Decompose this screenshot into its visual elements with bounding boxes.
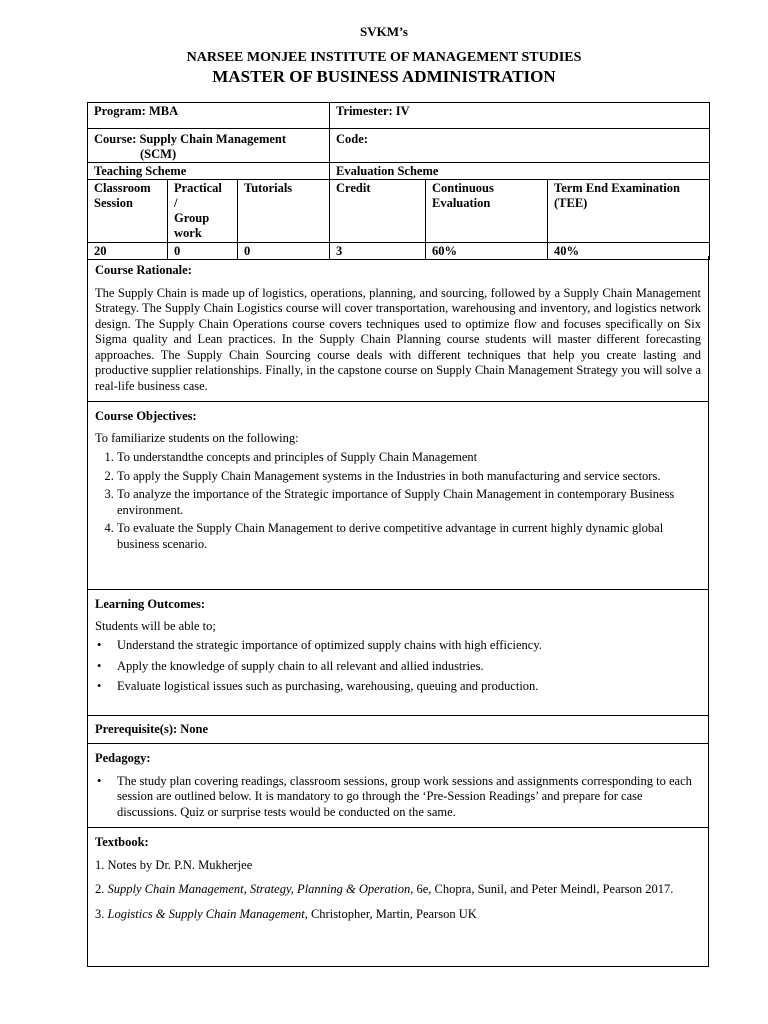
program-title: MASTER OF BUSINESS ADMINISTRATION: [212, 67, 556, 86]
practical-slash: /: [174, 196, 178, 210]
tee-header: Term End Examination (TEE): [548, 180, 710, 243]
textbook-title: Textbook:: [95, 835, 149, 849]
prerequisite-section: [87, 716, 709, 744]
outcome-text: Understand the strategic importance of optimized supply chains with high efficiency.: [117, 638, 542, 652]
textbook-item-1: 1. Notes by Dr. P.N. Mukherjee: [95, 857, 253, 872]
pedagogy-title: Pedagogy:: [95, 751, 151, 765]
credit-header: Credit: [330, 180, 426, 243]
program-cell: Program: MBA: [88, 103, 330, 129]
outcomes-intro: Students will be able to;: [95, 618, 216, 633]
practical-label: Practical: [174, 181, 222, 195]
outcome-text: Evaluate logistical issues such as purchasing, warehousing, queuing and production.: [117, 679, 539, 693]
bullet-icon: •: [97, 773, 102, 788]
tee-value: 40%: [548, 243, 710, 260]
book-title: Supply Chain Management, Strategy, Planning & Operation: [107, 882, 411, 896]
outcomes-list: [95, 638, 701, 695]
list-item: [97, 679, 701, 695]
bullet-icon: •: [97, 679, 102, 693]
trimester-cell: Trimester: IV: [330, 103, 710, 129]
book-details: , Christopher, Martin, Pearson UK: [304, 906, 477, 921]
practical-group: Group: [174, 211, 210, 225]
evaluation-scheme-cell: Evaluation Scheme: [330, 163, 710, 180]
continuous-value: 60%: [426, 243, 548, 260]
practical-work: work: [174, 226, 202, 240]
book-title: Logistics & Supply Chain Management: [107, 906, 305, 921]
course-meta-table: [87, 102, 710, 260]
pedagogy-text: The study plan covering readings, classroom sessions, group work sessions and assignments corresponding to each session are outlined below. It is mandatory to go through the ‘Pre-Session Readings’ and prepare for case discussions. Quiz or surprise tests would be conducted on the same.: [117, 773, 692, 819]
bullet-icon: •: [97, 658, 102, 673]
course-name: Course: Supply Chain Management: [94, 132, 287, 146]
list-item: [97, 638, 701, 654]
practical-value: 0: [168, 243, 238, 260]
textbook-section: [87, 828, 709, 967]
course-rationale-section: [87, 256, 709, 402]
objectives-title: Course Objectives:: [95, 409, 197, 423]
objectives-list: [95, 450, 701, 552]
tutorials-header: Tutorials: [238, 180, 330, 243]
learning-outcomes-section: [87, 590, 709, 716]
list-item: 1. To understandthe concepts and principles of Supply Chain Management: [117, 450, 701, 466]
institute-name: NARSEE MONJEE INSTITUTE OF MANAGEMENT STUDIES: [186, 50, 582, 65]
rationale-text: The Supply Chain is made up of logistics, operations, planning, and sourcing, followed by a Supply Chain Management Strategy. The Supply Chain Logistics course will cover transportation, warehousing and inventory, and logistics network design. The Supply Chain Operations course covers techniques used to optimize flow and focuses specifically on Six Sigma quality and Lean practices. In the Supply Chain Planning course students will master different forecasting approaches. The Supply Chain Sourcing course deals with different techniques that help you create lasting and productive supplier relationships. Finally, in the capstone course on Supply Chain Management Strategy you will solve a real-life business case.: [95, 285, 701, 393]
objectives-intro: To familiarize students on the following:: [95, 430, 299, 445]
tutorials-value: 0: [238, 243, 330, 260]
pedagogy-section: [87, 744, 709, 828]
textbook-item-2: [95, 882, 701, 898]
bullet-icon: •: [97, 638, 102, 652]
course-abbrev: (SCM): [140, 147, 177, 161]
list-item: [97, 773, 701, 821]
item-number: 3.: [95, 906, 108, 921]
rationale-title: Course Rationale:: [95, 263, 192, 277]
list-item: [97, 658, 701, 675]
item-number: 2.: [95, 882, 108, 896]
book-details: , 6e, Chopra, Sunil, and Peter Meindl, Pearson 2017.: [410, 882, 674, 896]
code-cell: Code:: [330, 129, 710, 163]
list-item: 3. To analyze the importance of the Strategic importance of Supply Chain Management in contemporary Business environment.: [117, 487, 701, 518]
course-cell: [88, 129, 330, 163]
list-item: 2. To apply the Supply Chain Management systems in the Industries in both manufacturing and service sectors.: [117, 469, 701, 485]
teaching-scheme-cell: Teaching Scheme: [88, 163, 330, 180]
practical-header: [168, 180, 238, 243]
textbook-item-3: [95, 907, 701, 923]
outcome-text: Apply the knowledge of supply chain to all relevant and allied industries.: [117, 658, 484, 673]
classroom-value: 20: [88, 243, 168, 260]
prerequisite-title: Prerequisite(s): None: [95, 722, 209, 736]
outcomes-title: Learning Outcomes:: [95, 597, 206, 611]
credit-value: 3: [330, 243, 426, 260]
continuous-header: Continuous Evaluation: [426, 180, 548, 243]
pedagogy-list: [95, 774, 701, 821]
org-abbrev: SVKM’s: [360, 24, 408, 39]
course-objectives-section: [87, 402, 709, 590]
classroom-header: Classroom Session: [88, 180, 168, 243]
list-item: 4. To evaluate the Supply Chain Management to derive competitive advantage in current highly dynamic global business scenario.: [117, 521, 701, 552]
